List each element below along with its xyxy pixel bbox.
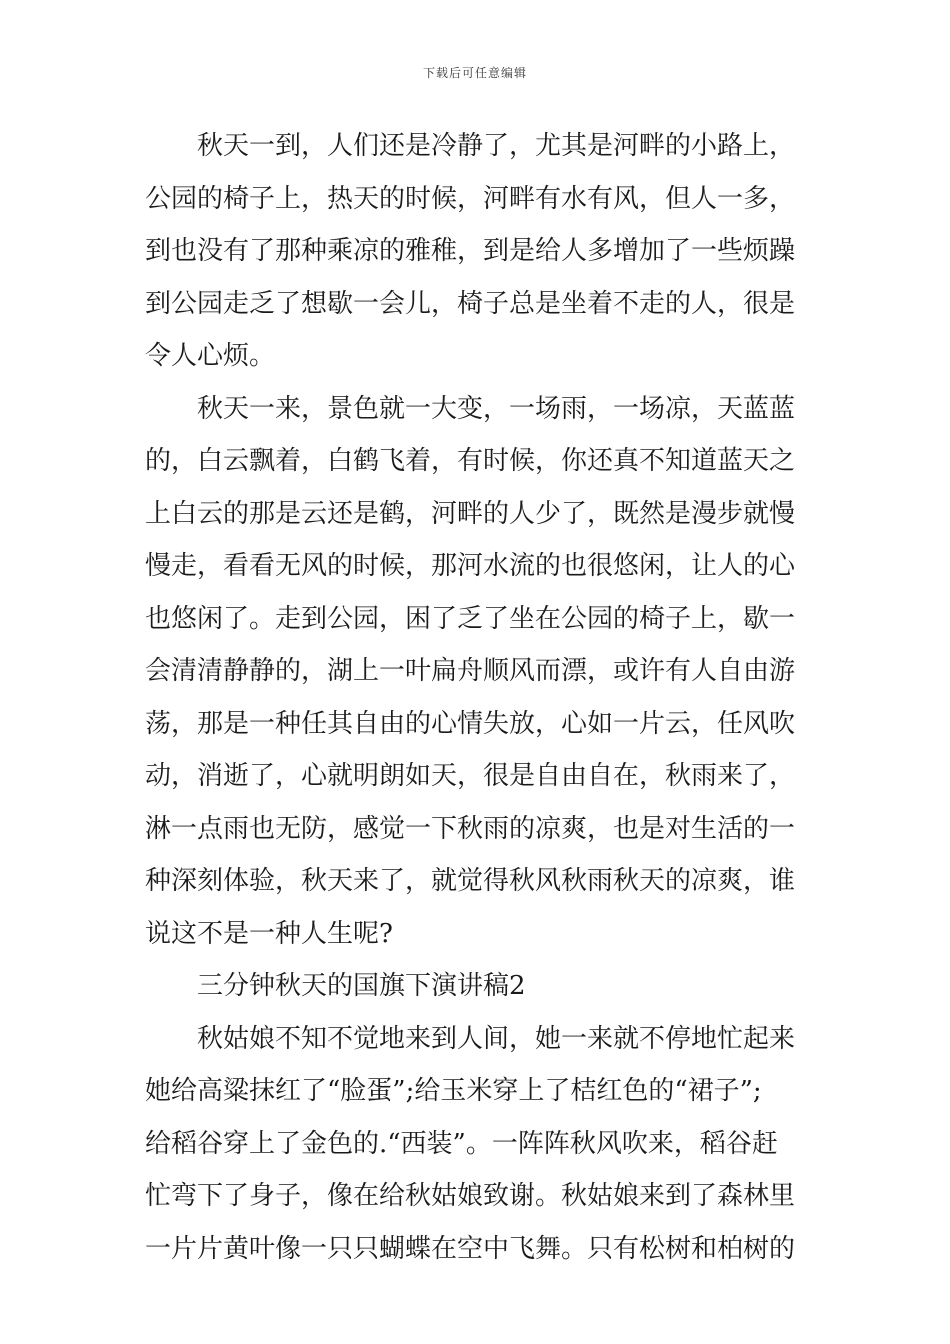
paragraph-line: 她给高粱抹红了“脸蛋”;给玉米穿上了桔红色的“裙子”; [145, 1076, 762, 1106]
paragraph-line: 上白云的那是云还是鹤，河畔的人少了，既然是漫步就慢 [145, 498, 796, 529]
paragraph-line: 到也没有了那种乘凉的雅稚，到是给人多增加了一些烦躁 [145, 236, 796, 266]
paragraph-line: 秋天一到，人们还是冷静了，尤其是河畔的小路上， [197, 131, 796, 161]
paragraph-line: 秋姑娘不知不觉地来到人间，她一来就不停地忙起来 [197, 1023, 796, 1054]
paragraph-line: 给稻谷穿上了金色的.“西装”。一阵阵秋风吹来，稻谷赶 [145, 1128, 778, 1159]
paragraph-line: 慢走，看看无风的时候，那河水流的也很悠闲，让人的心 [145, 551, 796, 581]
paragraph-line: 令人心烦。 [145, 341, 276, 371]
paragraph-line: 也悠闲了。走到公园，困了乏了坐在公园的椅子上，歇一 [145, 603, 796, 634]
paragraph-line: 公园的椅子上，热天的时候，河畔有水有风，但人一多， [145, 183, 796, 214]
paragraph-line: 荡，那是一种任其自由的心情失放，心如一片云，任风吹 [145, 708, 796, 739]
document-body [145, 120, 810, 1275]
paragraph-line: 动，消逝了，心就明朗如天，很是自由自在，秋雨来了， [145, 761, 796, 791]
paragraph-line: 到公园走乏了想歇一会儿，椅子总是坐着不走的人，很是 [145, 288, 796, 319]
paragraph-line: 忙弯下了身子，像在给秋姑娘致谢。秋姑娘来到了森林里 [145, 1181, 796, 1211]
paragraph-line: 淋一点雨也无防，感觉一下秋雨的凉爽，也是对生活的一 [145, 813, 796, 844]
paragraph-line: 会清清静静的，湖上一叶扁舟顺风而漂，或许有人自由游 [145, 656, 796, 686]
section-heading: 三分钟秋天的国旗下演讲稿2 [197, 971, 526, 1001]
paragraph-line: 说这不是一种人生呢? [145, 918, 393, 949]
page-header: 下载后可任意编辑 [422, 66, 527, 80]
paragraph-line: 的，白云飘着，白鹤飞着，有时候，你还真不知道蓝天之 [145, 446, 796, 476]
paragraph-line: 一片片黄叶像一只只蝴蝶在空中飞舞。只有松树和柏树的 [145, 1233, 796, 1264]
paragraph-line: 种深刻体验，秋天来了，就觉得秋风秋雨秋天的凉爽，谁 [145, 866, 796, 896]
paragraph-line: 秋天一来，景色就一大变，一场雨，一场凉，天蓝蓝 [197, 393, 796, 424]
